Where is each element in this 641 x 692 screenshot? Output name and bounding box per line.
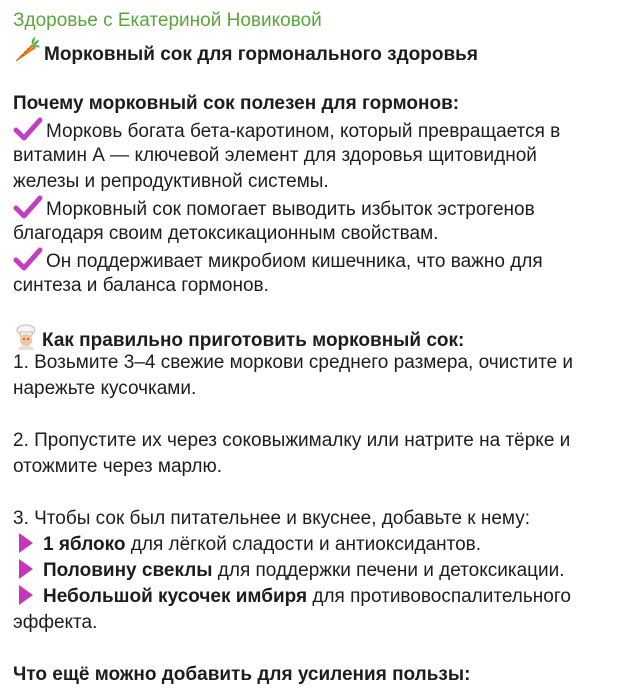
why-heading: Почему морковный сок полезен для гормонов:: [13, 93, 460, 114]
carrot-icon: [13, 36, 41, 72]
why-item-3-line-2: синтеза и баланса гормонов.: [13, 275, 269, 296]
step-2-line-1: 2. Пропустите их через соковыжималку или натрите на тёрке и: [13, 430, 571, 451]
post-title: [13, 36, 478, 72]
more-heading: Что ещё можно добавить для усиления пользы:: [13, 664, 471, 685]
triangle-right-icon: [19, 559, 33, 579]
addition-3-continuation: эффекта.: [13, 612, 98, 633]
addition-1: 1 яблоко для лёгкой сладости и антиоксидантов.: [13, 532, 481, 558]
why-item-1-line-3: железы и репродуктивной системы.: [13, 171, 329, 192]
step-1-line-2: нарежьте кусочками.: [13, 378, 197, 399]
channel-name[interactable]: Здоровье с Екатериной Новиковой: [13, 10, 322, 31]
triangle-right-icon: [19, 533, 33, 553]
why-item-1-line-1: Морковь богата бета-каротином, который превращается в: [13, 117, 560, 149]
step-3-line-1: 3. Чтобы сок был питательнее и вкуснее, добавьте к нему:: [13, 508, 530, 529]
triangle-right-icon: [19, 585, 33, 605]
why-item-2-line-1: Морковный сок помогает выводить избыток эстрогенов: [13, 195, 535, 227]
why-item-2-line-2: благодаря своим детоксикационным свойствам.: [13, 223, 439, 244]
step-1-line-1: 1. Возьмите 3–4 свежие моркови среднего размера, очистите и: [13, 352, 574, 373]
title-text: Морковный сок для гормонального здоровья: [44, 44, 478, 65]
step-2-line-2: отожмите через марлю.: [13, 456, 223, 477]
how-heading: Как правильно приготовить морковный сок:: [13, 324, 464, 358]
addition-3: Небольшой кусочек имбиря для противовоспалительного: [13, 584, 571, 610]
why-item-3-line-1: Он поддерживает микробиом кишечника, что важно для: [13, 247, 543, 279]
addition-2: Половину свеклы для поддержки печени и детоксикации.: [13, 558, 565, 584]
why-item-1-line-2: витамин А — ключевой элемент для здоровья щитовидной: [13, 145, 537, 166]
